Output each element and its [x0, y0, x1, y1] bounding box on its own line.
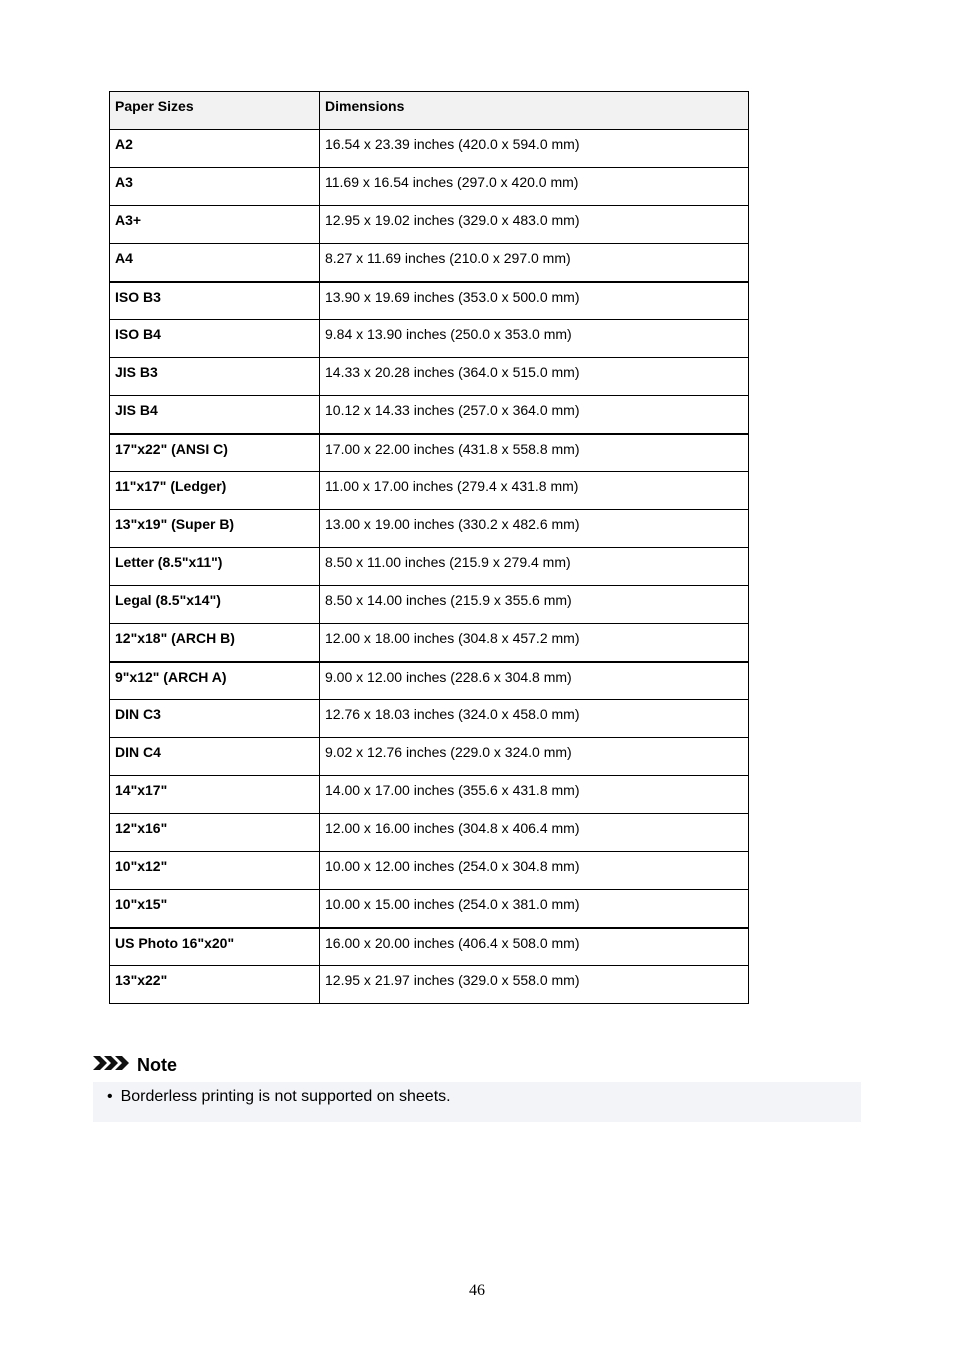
table-row [110, 510, 749, 548]
paper-size-cell: A3+ [110, 206, 320, 244]
dimensions-cell: 11.69 x 16.54 inches (297.0 x 420.0 mm) [320, 168, 749, 206]
dimensions-cell: 14.00 x 17.00 inches (355.6 x 431.8 mm) [320, 776, 749, 814]
table-row [110, 168, 749, 206]
table-row [110, 928, 749, 966]
dimensions-cell: 12.00 x 16.00 inches (304.8 x 406.4 mm) [320, 814, 749, 852]
dimensions-cell: 8.27 x 11.69 inches (210.0 x 297.0 mm) [320, 244, 749, 282]
paper-size-cell: 10"x12" [110, 852, 320, 890]
paper-size-cell: 12"x18" (ARCH B) [110, 624, 320, 662]
dimensions-cell: 11.00 x 17.00 inches (279.4 x 431.8 mm) [320, 472, 749, 510]
paper-size-cell: ISO B3 [110, 282, 320, 320]
paper-size-cell: 12"x16" [110, 814, 320, 852]
dimensions-cell: 12.00 x 18.00 inches (304.8 x 457.2 mm) [320, 624, 749, 662]
dimensions-cell: 12.95 x 21.97 inches (329.0 x 558.0 mm) [320, 966, 749, 1004]
table-row [110, 738, 749, 776]
table-row [110, 434, 749, 472]
table-row [110, 852, 749, 890]
dimensions-cell: 14.33 x 20.28 inches (364.0 x 515.0 mm) [320, 358, 749, 396]
table-body [110, 130, 749, 1004]
paper-size-cell: JIS B4 [110, 396, 320, 434]
paper-size-cell: 13"x22" [110, 966, 320, 1004]
table-row [110, 358, 749, 396]
paper-sizes-table [109, 91, 749, 1004]
dimensions-cell: 8.50 x 11.00 inches (215.9 x 279.4 mm) [320, 548, 749, 586]
table-row [110, 472, 749, 510]
column-header-paper-sizes: Paper Sizes [110, 92, 320, 130]
dimensions-cell: 9.02 x 12.76 inches (229.0 x 324.0 mm) [320, 738, 749, 776]
dimensions-cell: 9.00 x 12.00 inches (228.6 x 304.8 mm) [320, 662, 749, 700]
dimensions-cell: 10.12 x 14.33 inches (257.0 x 364.0 mm) [320, 396, 749, 434]
paper-size-cell: 14"x17" [110, 776, 320, 814]
dimensions-cell: 16.54 x 23.39 inches (420.0 x 594.0 mm) [320, 130, 749, 168]
dimensions-cell: 12.95 x 19.02 inches (329.0 x 483.0 mm) [320, 206, 749, 244]
paper-size-cell: A3 [110, 168, 320, 206]
note-item: Borderless printing is not supported on sheets. [120, 1088, 451, 1105]
dimensions-cell: 13.90 x 19.69 inches (353.0 x 500.0 mm) [320, 282, 749, 320]
paper-size-cell: Letter (8.5"x11") [110, 548, 320, 586]
table-row [110, 548, 749, 586]
table-row [110, 966, 749, 1004]
paper-size-cell: 17"x22" (ANSI C) [110, 434, 320, 472]
table-row [110, 586, 749, 624]
paper-size-cell: JIS B3 [110, 358, 320, 396]
column-header-dimensions: Dimensions [320, 92, 749, 130]
triple-chevron-icon [93, 1055, 131, 1076]
dimensions-cell: 13.00 x 19.00 inches (330.2 x 482.6 mm) [320, 510, 749, 548]
paper-size-cell: 9"x12" (ARCH A) [110, 662, 320, 700]
paper-size-cell: A2 [110, 130, 320, 168]
dimensions-cell: 12.76 x 18.03 inches (324.0 x 458.0 mm) [320, 700, 749, 738]
paper-size-cell: A4 [110, 244, 320, 282]
table-row [110, 282, 749, 320]
dimensions-cell: 9.84 x 13.90 inches (250.0 x 353.0 mm) [320, 320, 749, 358]
page-number: 46 [469, 1282, 485, 1299]
table-row [110, 814, 749, 852]
paper-size-cell: US Photo 16"x20" [110, 928, 320, 966]
dimensions-cell: 10.00 x 12.00 inches (254.0 x 304.8 mm) [320, 852, 749, 890]
paper-size-cell: DIN C3 [110, 700, 320, 738]
note-title: Note [137, 1055, 177, 1075]
dimensions-cell: 10.00 x 15.00 inches (254.0 x 381.0 mm) [320, 890, 749, 928]
table-row [110, 776, 749, 814]
table-row [110, 700, 749, 738]
bullet-marker: • [107, 1088, 113, 1105]
table-header-row [110, 92, 749, 130]
dimensions-cell: 17.00 x 22.00 inches (431.8 x 558.8 mm) [320, 434, 749, 472]
dimensions-cell: 8.50 x 14.00 inches (215.9 x 355.6 mm) [320, 586, 749, 624]
paper-size-cell: ISO B4 [110, 320, 320, 358]
paper-size-cell: Legal (8.5"x14") [110, 586, 320, 624]
table-row [110, 206, 749, 244]
table-row [110, 624, 749, 662]
table-row [110, 244, 749, 282]
paper-size-cell: 13"x19" (Super B) [110, 510, 320, 548]
dimensions-cell: 16.00 x 20.00 inches (406.4 x 508.0 mm) [320, 928, 749, 966]
table-row [110, 662, 749, 700]
note-box [93, 1082, 861, 1122]
note-header [93, 1054, 177, 1076]
paper-size-cell: DIN C4 [110, 738, 320, 776]
table-row [110, 130, 749, 168]
paper-size-cell: 10"x15" [110, 890, 320, 928]
table-row [110, 396, 749, 434]
table-row [110, 320, 749, 358]
table-row [110, 890, 749, 928]
paper-size-cell: 11"x17" (Ledger) [110, 472, 320, 510]
